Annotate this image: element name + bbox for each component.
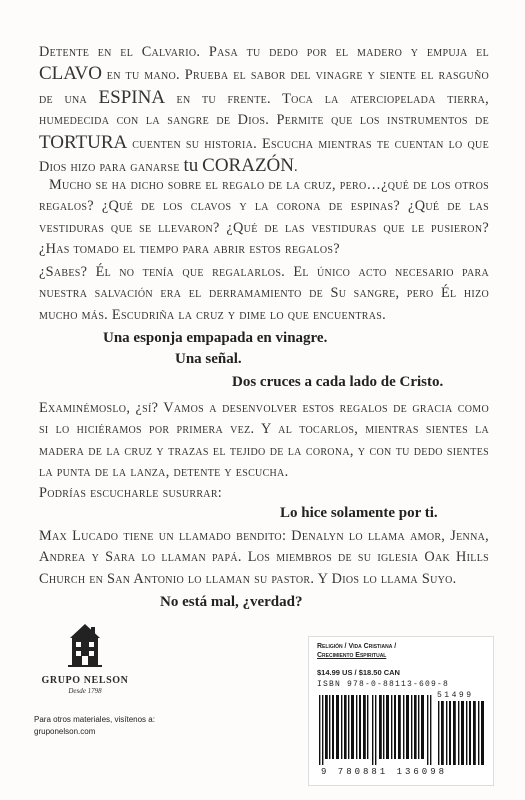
keyword-clavo: CLAVO (39, 63, 102, 85)
gifts-paragraph: Mucho se ha dicho sobre el regalo de la cruz, pero…¿qué de los otros regalos? ¿Qué de los clavos y la corona de espinas? ¿Qué de las vestiduras que se llevaron? ¿Qué de las vestiduras que le pusieron? ¿Has tomado el tiempo para abrir estos regalos? (39, 177, 489, 258)
unwrap-paragraph: Examinémoslo, ¿sí? Vamos a desenvolver estos regalos de gracia como si lo hiciéramos por primera vez. Y al tocarlos, mientras sientes la madera de la cruz y trazas el tejido de la corona, y con tu dedo sientes la punta de la lanza, detente y escucha. (39, 400, 489, 481)
addon-barcode-icon (437, 701, 487, 765)
publisher-url: gruponelson.com (34, 727, 96, 736)
barcode-box (308, 636, 494, 786)
publisher-name: GRUPO NELSON (41, 675, 129, 686)
keyword-corazon: CORAZÓN (202, 155, 294, 177)
highlight-sign: Una señal. (175, 351, 242, 367)
publisher-note (34, 714, 194, 738)
category-label: Religión / Vida Cristiana / Crecimiento Espiritual (317, 643, 397, 659)
closing-line: No está mal, ¿verdad? (160, 594, 303, 610)
whisper-quote: Lo hice solamente por ti. (280, 505, 438, 521)
highlight-crosses: Dos cruces a cada lado de Cristo. (232, 374, 444, 390)
keyword-tortura: TORTURA (39, 131, 128, 153)
highlight-sponge: Una esponja empapada en vinagre. (103, 330, 328, 346)
salvation-paragraph: ¿Sabes? Él no tenía que regalarlos. El único acto necesario para nuestra salvación era el derramamiento de Su sangre, pero Él hizo mucho más. Escudriña la cruz y dime lo que encuentras. (39, 264, 489, 323)
intro-paragraph: Detente en el Calvario. Pasa tu dedo por el madero y empuja el CLAVO en tu mano. Prueba el sabor del vinagre y siente el rasguño de una ESPINA en tu frente. Toca la aterciopelada tierra, humedecida con la sangre de Dios. Permite que los instrumentos de TORTURA cuenten su historia. Escucha mientras te cuentan lo que Dios hizo para ganarse tu CORAZÓN. (39, 44, 490, 177)
publisher-since: Desde 1798 (68, 687, 102, 695)
publisher-logo (40, 622, 130, 695)
keyword-espina: ESPINA (98, 86, 166, 108)
isbn-label: ISBN 978-0-88113-609-8 (317, 680, 450, 689)
barcode-number: 9 780881 136098 (321, 767, 448, 777)
author-paragraph: Max Lucado tiene un llamado bendito: Denalyn lo llama amor, Jenna, Andrea y Sara lo llaman papá. Los miembros de su iglesia Oak Hills Church en San Antonio lo llaman su pastor. Y Dios lo llama Suyo. (39, 528, 489, 587)
keyword-tu: tu (183, 155, 199, 177)
addon-number: 51499 (437, 691, 474, 700)
price-label: $14.99 US / $18.50 CAN (317, 668, 400, 677)
barcode-icon (317, 695, 433, 765)
house-logo-icon (67, 622, 103, 668)
publisher-note-text: Para otros materiales, visítenos a: (34, 715, 155, 724)
whisper-intro: Podrías escucharle susurrar: (39, 485, 223, 501)
